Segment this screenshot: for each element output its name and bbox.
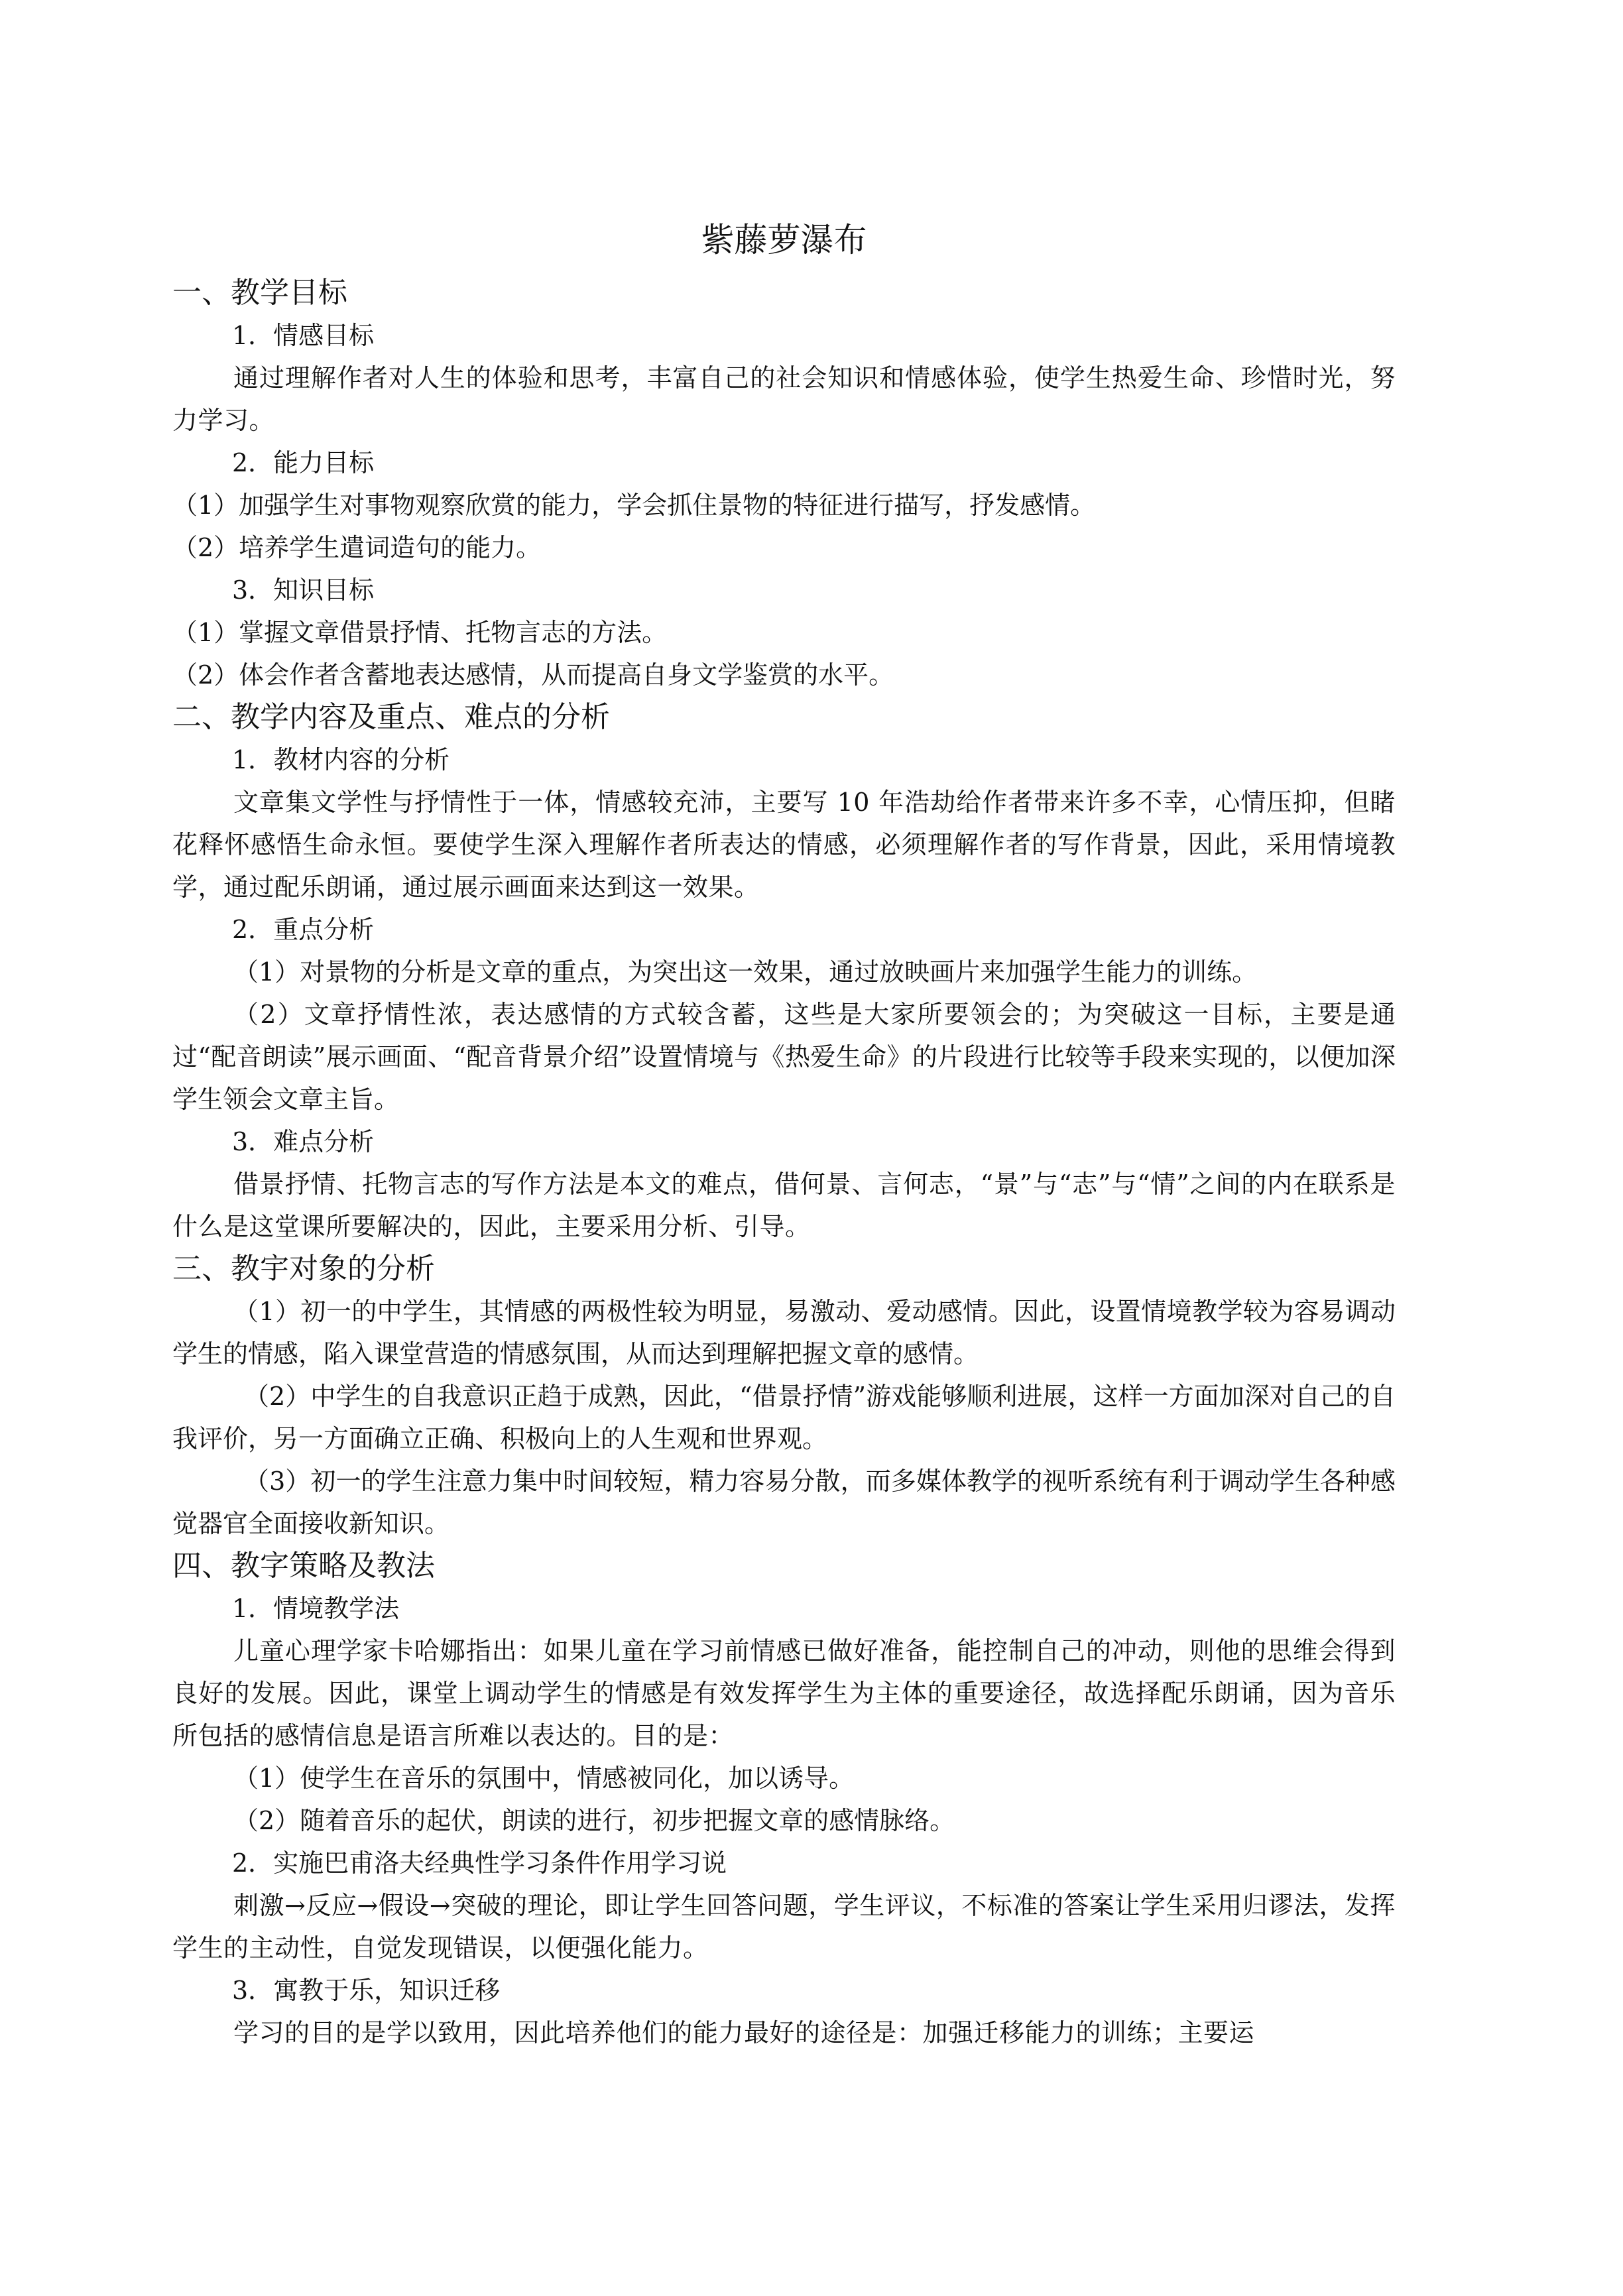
subsection-heading: 1．情境教学法	[232, 1594, 400, 1623]
paragraph: 文章集文学性与抒情性于一体，情感较充沛，主要写 10 年浩劫给作者带来许多不幸，心情压抑，但睹花释怀感悟生命永恒。要使学生深入理解作者所表达的情感，必须理解作者的写作背景，因此，采用情境教学，通过配乐朗诵，通过展示画面来达到这一效果。	[172, 788, 1396, 902]
subsection-heading: 2．能力目标	[232, 448, 375, 477]
section-heading: 一、教学目标	[172, 276, 347, 310]
list-item: （2）随着音乐的起伏，朗读的进行，初步把握文章的感情脉络。	[233, 1806, 955, 1835]
subsection-heading: 3．难点分析	[232, 1127, 375, 1156]
paragraph: 儿童心理学家卡哈娜指出：如果儿童在学习前情感已做好准备，能控制自己的冲动，则他的思维会得到良好的发展。因此，课堂上调动学生的情感是有效发挥学生为主体的重要途径，故选择配乐朗诵，因为音乐所包括的感情信息是语言所难以表达的。目的是：	[172, 1636, 1396, 1750]
subsection-heading: 3．知识目标	[232, 575, 375, 605]
subsection-heading: 1．情感目标	[232, 321, 375, 350]
list-item: （1）初一的中学生，其情感的两极性较为明显，易激动、爱动感情。因此，设置情境教学较为容易调动学生的情感，陷入课堂营造的情感氛围，从而达到理解把握文章的感情。	[172, 1297, 1396, 1368]
subsection-heading: 3．寓教于乐，知识迁移	[232, 1976, 501, 2005]
list-item: （1）使学生在音乐的氛围中，情感被同化，加以诱导。	[233, 1764, 855, 1793]
paragraph: 通过理解作者对人生的体验和思考，丰富自己的社会知识和情感体验，使学生热爱生命、珍惜时光，努力学习。	[172, 363, 1396, 435]
subsection-heading: 2．实施巴甫洛夫经典性学习条件作用学习说	[232, 1848, 727, 1878]
document-title: 紫藤萝瀑布	[701, 221, 867, 259]
list-item: （2）文章抒情性浓，表达感情的方式较含蓄，这些是大家所要领会的；为突破这一目标，主要是通过“配音朗读”展示画面、“配音背景介绍”设置情境与《热爱生命》的片段进行比较等手段来实现的，以便加深学生领会文章主旨。	[172, 1000, 1396, 1114]
list-item: （2）体会作者含蓄地表达感情，从而提高自身文学鉴赏的水平。	[172, 660, 894, 690]
section-heading: 三、教宇对象的分析	[172, 1252, 435, 1286]
section-heading: 二、教学内容及重点、难点的分析	[172, 700, 610, 734]
paragraph: 学习的目的是学以致用，因此培养他们的能力最好的途径是：加强迁移能力的训练；主要运	[233, 2018, 1255, 2047]
paragraph: 刺激→反应→假设→突破的理论，即让学生回答问题，学生评议，不标准的答案让学生采用归谬法，发挥学生的主动性，自觉发现错误，以便强化能力。	[172, 1891, 1396, 1963]
section-heading: 四、教字策略及教法	[172, 1549, 435, 1583]
list-item: （1）加强学生对事物观察欣赏的能力，学会抓住景物的特征进行描写，抒发感情。	[172, 491, 1096, 520]
list-item: （1）掌握文章借景抒情、托物言志的方法。	[172, 618, 668, 647]
list-item: （2）中学生的自我意识正趋于成熟，因此，“借景抒情”游戏能够顺利进展，这样一方面加深对自己的自我评价，另一方面确立正确、积极向上的人生观和世界观。	[172, 1382, 1396, 1453]
list-item: （2）培养学生遣词造句的能力。	[172, 533, 542, 562]
document-body	[172, 211, 1396, 2054]
subsection-heading: 1．教材内容的分析	[232, 745, 450, 774]
subsection-heading: 2．重点分析	[232, 915, 375, 944]
list-item: （1）对景物的分析是文章的重点，为突出这一效果，通过放映画片来加强学生能力的训练。	[233, 957, 1258, 987]
list-item: （3）初一的学生注意力集中时间较短，精力容易分散，而多媒体教学的视听系统有利于调动学生各种感觉器官全面接收新知识。	[172, 1467, 1396, 1538]
paragraph: 借景抒情、托物言志的写作方法是本文的难点，借何景、言何志，“景”与“志”与“情”之间的内在联系是什么是这堂课所要解决的，因此，主要采用分析、引导。	[172, 1170, 1396, 1241]
